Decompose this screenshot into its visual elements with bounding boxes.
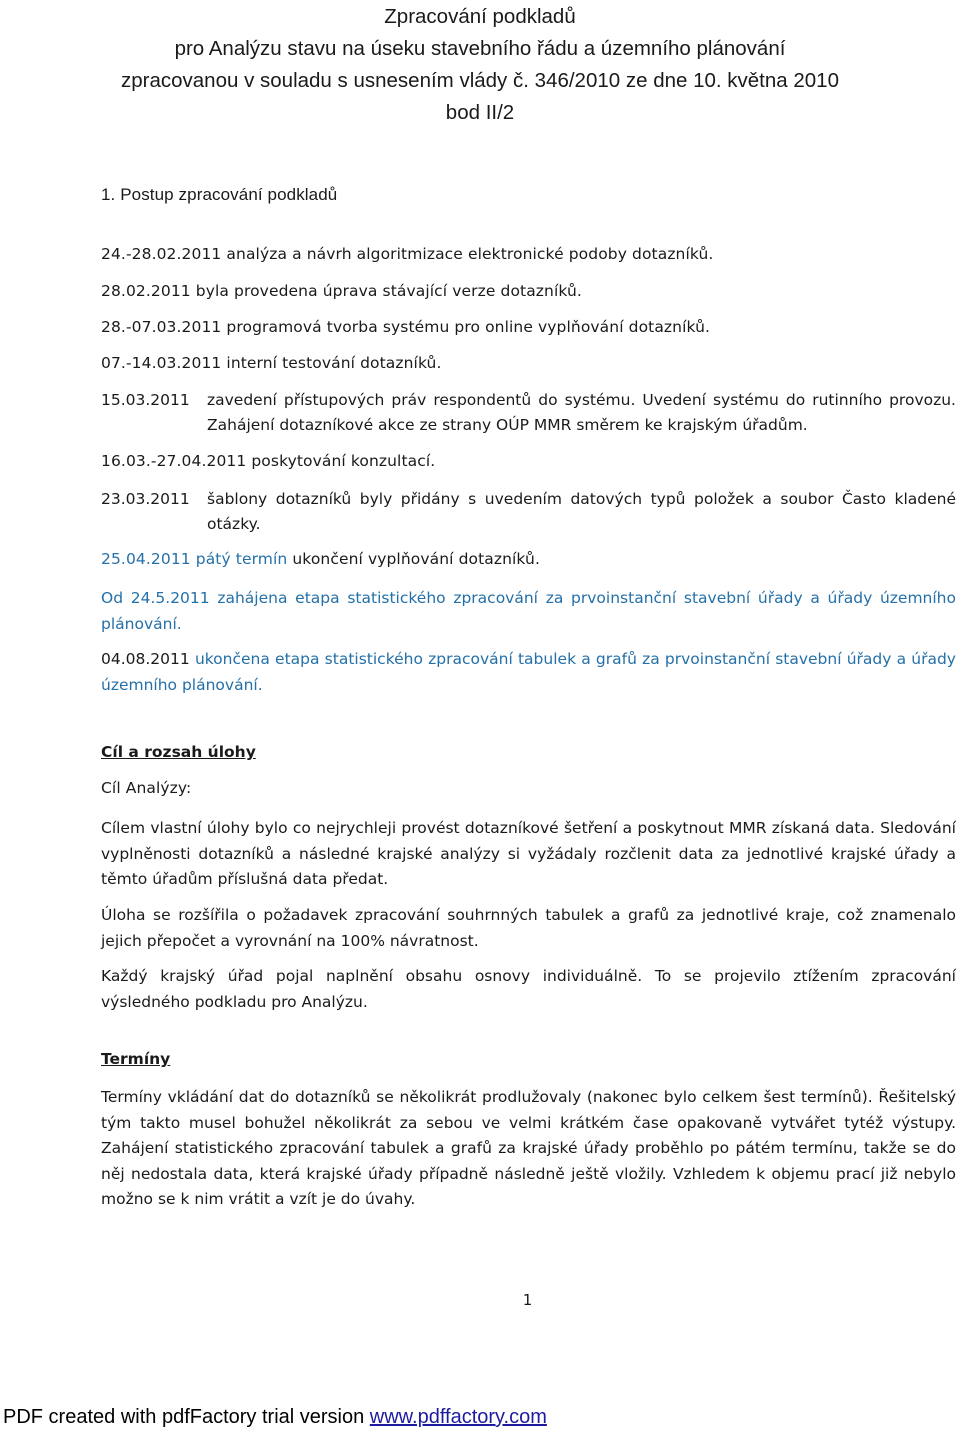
title-line: pro Analýzu stavu na úseku stavebního řádu a územního plánování xyxy=(174,37,786,60)
timeline-text: ukončení vyplňování dotazníků. xyxy=(287,550,540,568)
goal-paragraph: Úloha se rozšířila o požadavek zpracování souhrnných tabulek a grafů za jednotlivé kraje, což znamenalo jejich přepočet a vyrovnání na 100% návratnost. xyxy=(101,906,956,950)
goal-subheading: Cíl Analýzy: xyxy=(101,779,192,797)
goal-paragraph: Cílem vlastní úlohy bylo co nejrychleji provést dotazníkové šetření a poskytnout MMR získaná data. Sledování vyplněnosti dotazníků a následné krajské analýzy si vyžádaly rozčlenit data za jednotlivé krajské úřady a těmto úřadům příslušná data předat. xyxy=(101,819,956,888)
timeline-item-od245: Od 24.5.2011 zahájena etapa statistického zpracování za prvoinstanční stavební úřady a úřady územního plánování. xyxy=(101,589,956,633)
terms-paragraph: Termíny vkládání dat do dotazníků se několikrát prodlužovaly (nakonec bylo celkem šest termínů). Řešitelský tým takto musel bohužel několikrát za sebou ve velmi krátkém čase opakovaně vytvářet tytéž výstupy. Zahájení statistického zpracování tabulek a grafů za krajské úřady proběhlo po pátém termínu, takže se do něj nedostala data, která krajské úřady případně následně ještě vložily. Vzhledem k objemu prací již nebylo možno se k nim vrátit a vzít je do úvahy. xyxy=(101,1088,956,1208)
title-line: bod II/2 xyxy=(445,101,515,124)
timeline-item: 28.-07.03.2011 programová tvorba systému pro online vyplňování dotazníků. xyxy=(101,318,711,336)
pdf-footer xyxy=(3,1406,547,1429)
timeline-item: 28.02.2011 byla provedena úprava stávající verze dotazníků. xyxy=(101,282,582,300)
goal-paragraph: Každý krajský úřad pojal naplnění obsahu osnovy individuálně. To se projevilo ztížením zpracování výsledného podkladu pro Analýzu. xyxy=(101,967,956,1011)
document-title xyxy=(0,1,960,129)
timeline-text: ukončena etapa statistického zpracování tabulek a grafů za prvoinstanční stavební úřady a úřady územního plánování. xyxy=(101,650,956,694)
timeline-date-highlight: 25.04.2011 pátý termín xyxy=(101,550,288,568)
footer-text: PDF created with pdfFactory trial version xyxy=(3,1406,370,1428)
footer-link[interactable]: www.pdffactory.com xyxy=(369,1406,547,1428)
timeline-text: zavedení přístupových práv respondentů do systému. Uvedení systému do rutinního provozu. Zahájení dotazníkové akce ze strany OÚP MMR směrem ke krajským úřadům. xyxy=(207,391,956,434)
timeline-item-0408 xyxy=(101,647,956,698)
timeline-item-2504 xyxy=(101,550,540,568)
title-line: Zpracování podkladů xyxy=(384,5,576,28)
timeline-item: 16.03.-27.04.2011 poskytování konzultací. xyxy=(101,452,436,470)
timeline-date: 23.03.2011 xyxy=(101,490,190,508)
timeline-item: 24.-28.02.2011 analýza a návrh algoritmizace elektronické podoby dotazníků. xyxy=(101,245,714,263)
timeline-text: šablony dotazníků byly přidány s uvedením datových typů položek a soubor Často kladené otázky. xyxy=(207,490,956,533)
timeline-date: 15.03.2011 xyxy=(101,391,190,409)
title-line: zpracovanou v souladu s usnesením vlády č. 346/2010 ze dne 10. května 2010 xyxy=(121,69,839,92)
page-number: 1 xyxy=(522,1291,533,1309)
timeline-date: 04.08.2011 xyxy=(101,650,195,668)
timeline-item: 07.-14.03.2011 interní testování dotazníků. xyxy=(101,354,442,372)
timeline-item-1503 xyxy=(101,388,956,438)
section1-heading: 1. Postup zpracování podkladů xyxy=(101,185,338,204)
timeline-item-2303 xyxy=(101,487,956,537)
goal-heading: Cíl a rozsah úlohy xyxy=(101,743,256,761)
terms-heading: Termíny xyxy=(101,1050,171,1068)
